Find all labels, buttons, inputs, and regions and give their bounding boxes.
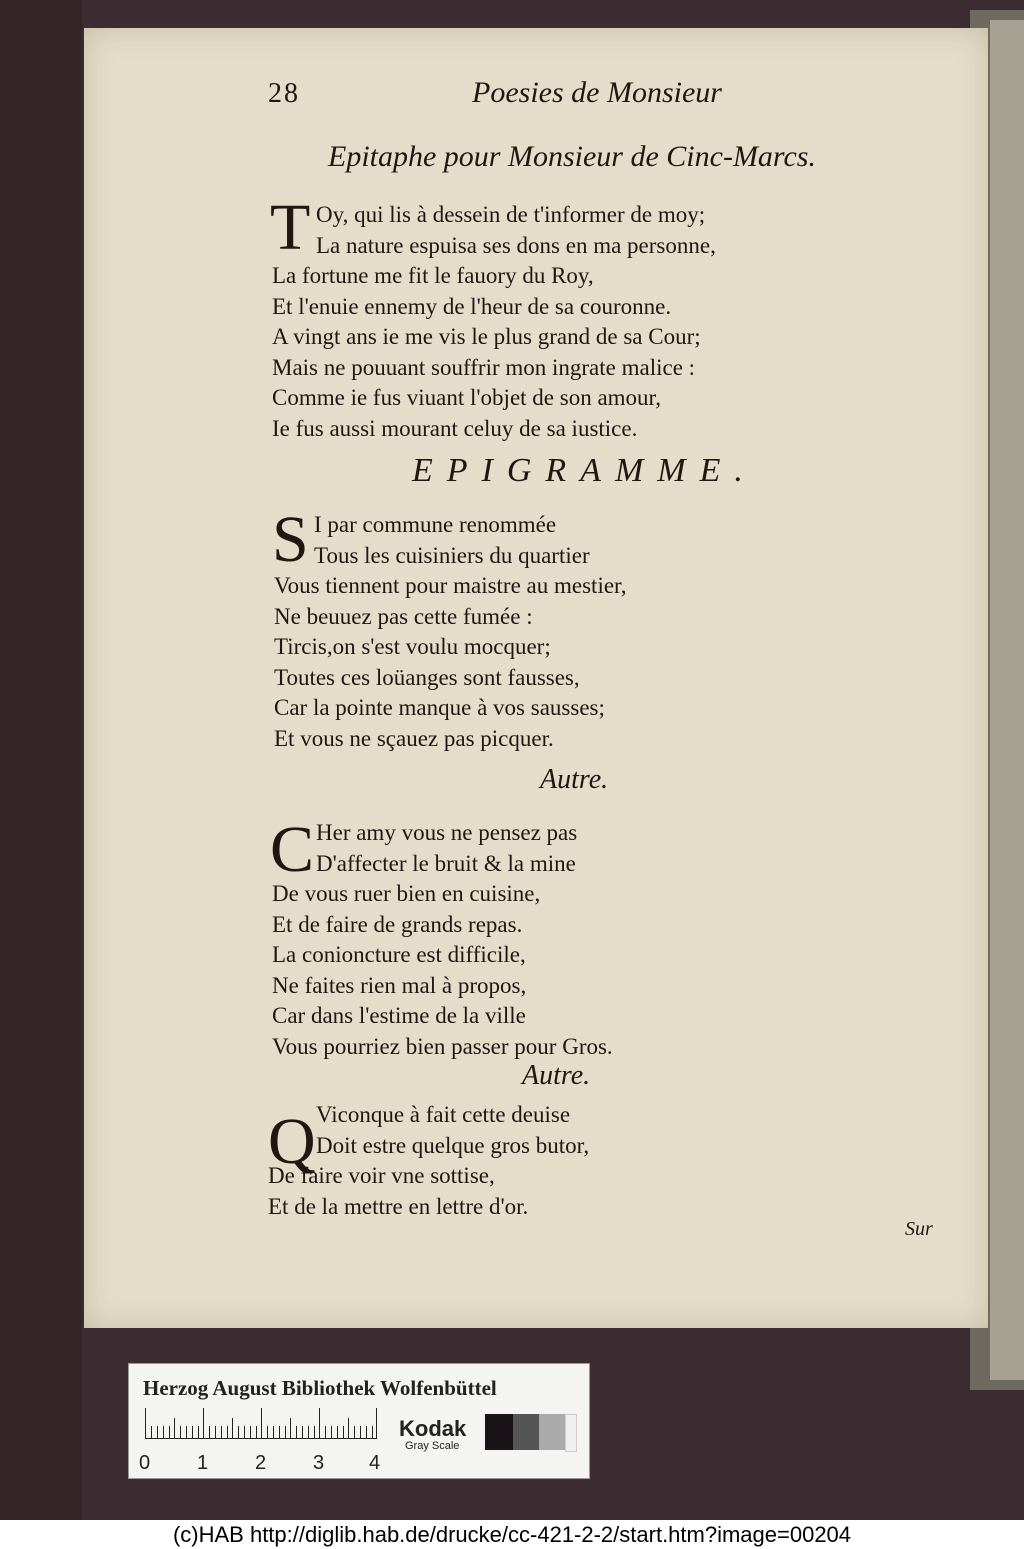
binding-shadow: [0, 0, 82, 1520]
poem-line: Tous les cuisiniers du quartier: [314, 542, 590, 568]
autre-title-2: Autre.: [522, 1060, 591, 1091]
autre-poem-2: [268, 1100, 589, 1222]
kodak-grayscale-label: Gray Scale: [405, 1440, 460, 1452]
poem-line: De faire voir vne sottise,: [268, 1163, 495, 1188]
poem-line: Ne faites rien mal à propos,: [272, 972, 527, 998]
epigramme-drop-cap: S: [272, 503, 309, 576]
poem-line: De vous ruer bien en cuisine,: [272, 881, 541, 906]
running-head: Poesies de Monsieur: [472, 76, 722, 109]
poem-line: D'affecter le bruit & la mine: [316, 850, 576, 876]
autre-title: Autre.: [540, 764, 609, 795]
poem-line: Vous pourriez bien passer pour Gros.: [272, 1033, 613, 1059]
poem-line: Et de faire de grands repas.: [272, 911, 523, 937]
poem-line: Et l'enuie ennemy de l'heur de sa couronne.: [272, 293, 672, 319]
poem-line: La nature espuisa ses dons en ma personne,: [316, 232, 716, 258]
gray-swatch-white: [565, 1414, 577, 1452]
poem-line: Et vous ne sçauez pas picquer.: [274, 725, 554, 751]
poem-line: A vingt ans ie me vis le plus grand de sa Cour;: [272, 324, 701, 349]
epitaph-drop-cap: T: [270, 191, 311, 264]
poem-line: Et de la mettre en lettre d'or.: [268, 1193, 529, 1219]
ruler-number: 0: [139, 1452, 151, 1474]
kodak-logo: Kodak: [399, 1416, 467, 1441]
poem-line: Viconque à fait cette deuise: [316, 1102, 571, 1127]
epitaph-title: Epitaphe pour Monsieur de Cinc-Marcs.: [328, 140, 816, 173]
ruler-number: 1: [197, 1452, 209, 1474]
poem-line: Ie fus aussi mourant celuy de sa iustice.: [272, 415, 638, 441]
poem-line: Tircis,on s'est voulu mocquer;: [274, 634, 551, 659]
poem-line: Car la pointe manque à vos sausses;: [274, 695, 605, 720]
poem-line: La fortune me fit le fauory du Roy,: [272, 263, 594, 288]
poem-line: Vous tiennent pour maistre au mestier,: [274, 573, 627, 598]
poem-line: Ne beuuez pas cette fumée :: [274, 603, 533, 629]
epitaph-poem: [270, 191, 716, 444]
ruler-number: 3: [313, 1452, 325, 1474]
poem-line: Car dans l'estime de la ville: [272, 1003, 526, 1028]
gray-swatch-mid: [539, 1414, 565, 1450]
autre-drop-cap: C: [270, 813, 315, 886]
poem-line: I par commune renommée: [314, 512, 557, 537]
cm-ruler: [145, 1408, 377, 1439]
next-page-edge-light: [990, 20, 1024, 1380]
poem-line: Oy, qui lis à dessein de t'informer de moy;: [316, 202, 706, 227]
ruler-number: 2: [255, 1452, 267, 1474]
autre-drop-cap-2: Q: [268, 1105, 316, 1178]
poem-line: Comme ie fus viuant l'objet de son amour,: [272, 385, 662, 410]
page-number: 28: [268, 78, 300, 109]
catchword: Sur: [905, 1218, 933, 1240]
autre-poem: [270, 813, 613, 1062]
poem-line: Doit estre quelque gros butor,: [316, 1132, 590, 1158]
copyright-footer: (c)HAB http://diglib.hab.de/drucke/cc-421-2-2/start.htm?image=00204: [0, 1520, 1024, 1549]
poem-line: Toutes ces loüanges sont fausses,: [274, 664, 580, 690]
gray-swatch-black: [485, 1414, 513, 1450]
poem-line: Her amy vous ne pensez pas: [316, 820, 578, 845]
epigramme-poem: [272, 503, 627, 754]
gray-swatch-dark: [513, 1414, 539, 1450]
library-scale-label: [128, 1363, 590, 1479]
library-name: Herzog August Bibliothek Wolfenbüttel: [143, 1376, 497, 1400]
ruler-number: 4: [369, 1452, 381, 1474]
poem-line: Mais ne pouuant souffrir mon ingrate malice :: [272, 354, 696, 380]
poem-line: La conioncture est difficile,: [272, 942, 526, 967]
epigramme-title: EPIGRAMME.: [412, 452, 757, 489]
